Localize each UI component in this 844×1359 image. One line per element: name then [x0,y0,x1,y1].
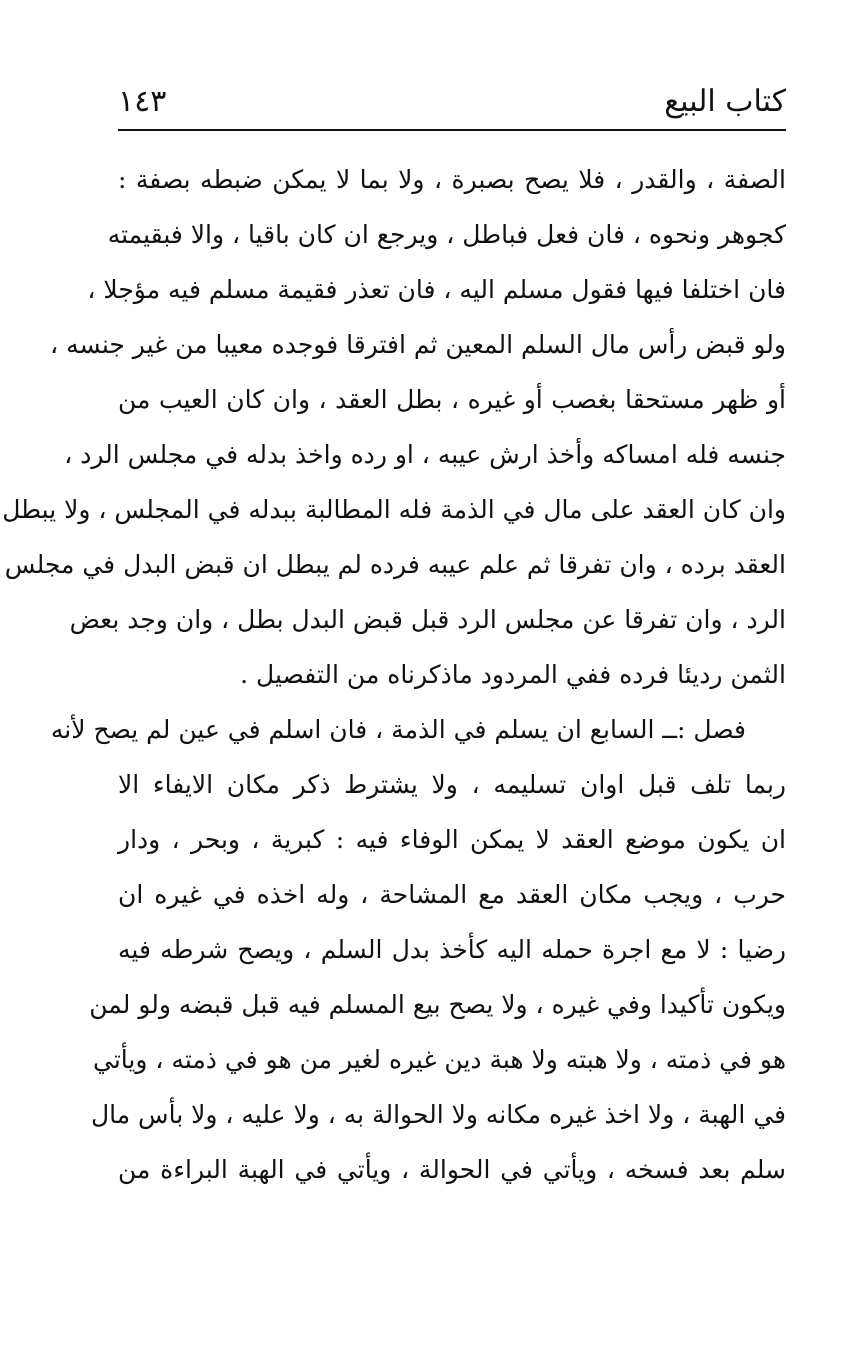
text-line: جنسه فله امساكه وأخذ ارش عيبه ، او رده واخذ بدله في مجلس الرد ، [64,440,786,469]
chapter-title: كتاب البيع [664,84,786,119]
text-line: ولو قبض رأس مال السلم المعين ثم افترقا فوجده معيبا من غير جنسه ، [50,330,786,359]
text-line: كجوهر ونحوه ، فان فعل فباطل ، ويرجع ان كان باقيا ، والا فبقيمته [107,220,786,249]
text-line: ربما تلف قبل اوان تسليمه ، ولا يشترط ذكر مكان الايفاء الا [118,770,786,799]
text-line: سلم بعد فسخه ، ويأتي في الحوالة ، ويأتي في الهبة البراءة من [118,1155,786,1184]
text-line: أو ظهر مستحقا بغصب أو غيره ، بطل العقد ، وان كان العيب من [118,385,786,414]
text-line: وان كان العقد على مال في الذمة فله المطالبة ببدله في المجلس ، ولا يبطل [2,495,786,524]
header-rule [118,129,786,131]
page-number: ١٤٣ [118,84,167,119]
text-line: هو في ذمته ، ولا هبته ولا هبة دين غيره لغير من هو في ذمته ، ويأتي [93,1045,786,1074]
text-line: فان اختلفا فيها فقول مسلم اليه ، فان تعذر فقيمة مسلم فيه مؤجلا ، [87,275,786,304]
text-line: رضيا : لا مع اجرة حمله اليه كأخذ بدل السلم ، ويصح شرطه فيه [118,935,786,964]
section-heading-line: فصل :ــ السابع ان يسلم في الذمة ، فان اسلم في عين لم يصح لأنه [50,715,746,744]
page-body [2,152,786,1197]
page-header [118,82,786,126]
text-line: الصفة ، والقدر ، فلا يصح بصبرة ، ولا بما لا يمكن ضبطه بصفة : [118,165,786,194]
text-line: ان يكون موضع العقد لا يمكن الوفاء فيه : كبرية ، وبحر ، ودار [118,825,786,854]
text-line: الثمن رديئا فرده ففي المردود ماذكرناه من التفصيل . [240,660,786,689]
text-line: الرد ، وان تفرقا عن مجلس الرد قبل قبض البدل بطل ، وان وجد بعض [69,605,786,634]
text-line: ويكون تأكيدا وفي غيره ، ولا يصح بيع المسلم فيه قبل قبضه ولو لمن [89,990,786,1019]
text-line: حرب ، ويجب مكان العقد مع المشاحة ، وله اخذه في غيره ان [118,880,786,909]
text-line: في الهبة ، ولا اخذ غيره مكانه ولا الحوالة به ، ولا عليه ، ولا بأس مال [90,1100,786,1129]
text-line: العقد برده ، وان تفرقا ثم علم عيبه فرده لم يبطل ان قبض البدل في مجلس [4,550,786,579]
